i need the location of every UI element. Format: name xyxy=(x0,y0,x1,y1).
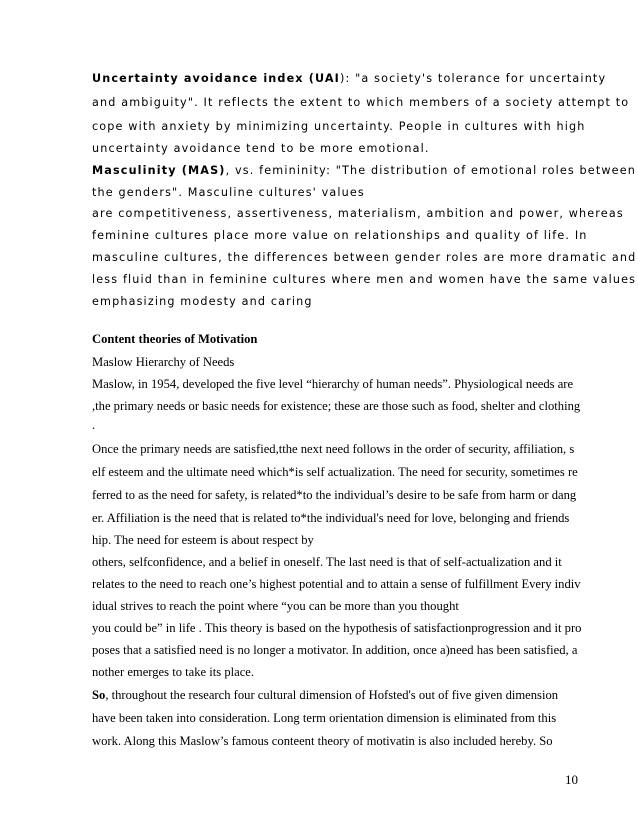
page-number: 10 xyxy=(565,772,578,787)
body-line: relates to the need to reach one’s highest potential and to attain a sense of fulfillment Every indiv xyxy=(92,577,581,591)
mas-line-5: masculine cultures, the differences between gender roles are more dramatic and xyxy=(92,251,637,264)
body-line-so: So, throughout the research four cultural dimension of Hofsted's out of five given dimension xyxy=(92,688,559,702)
body-line: nother emerges to take its place. xyxy=(92,665,255,679)
mas-line-1: Masculinity (MAS), vs. femininity: "The distribution of emotional roles between xyxy=(92,164,636,177)
body-line: elf esteem and the ultimate need which*is self actualization. The need for security, sometimes re xyxy=(92,465,578,479)
mas-term: Masculinity (MAS) xyxy=(92,164,226,177)
section-subheading: Maslow Hierarchy of Needs xyxy=(92,355,235,369)
body-line: . xyxy=(92,418,96,432)
body-line: ferred to as the need for safety, is related*to the individual’s desire to be safe from harm or dang xyxy=(92,488,577,502)
body-line: ,the primary needs or basic needs for existence; these are those such as food, shelter and clothing xyxy=(92,399,581,413)
uai-line-3: cope with anxiety by minimizing uncertainty. People in cultures with high xyxy=(92,120,586,133)
mas-line-2: the genders". Masculine cultures' values xyxy=(92,186,365,199)
mas-line-4: feminine cultures place more value on relationships and quality of life. In xyxy=(92,229,588,242)
uai-term: Uncertainty avoidance index (UAI xyxy=(92,72,340,85)
uai-line-4: uncertainty avoidance tend to be more emotional. xyxy=(92,142,430,155)
body-line: Maslow, in 1954, developed the five level “hierarchy of human needs”. Physiological needs are xyxy=(92,377,574,391)
body-line: have been taken into consideration. Long term orientation dimension is eliminated from this xyxy=(92,711,557,725)
body-line: Once the primary needs are satisfied,tthe next need follows in the order of security, affiliation, s xyxy=(92,442,575,456)
body-line: er. Affiliation is the need that is related to*the individual's need for love, belonging and friends xyxy=(92,511,570,525)
body-line: hip. The need for esteem is about respect by xyxy=(92,533,314,547)
body-line: poses that a satisfied need is no longer a motivator. In addition, once a)need has been satisfied, a xyxy=(92,643,578,657)
mas-line-7: emphasizing modesty and caring xyxy=(92,295,313,308)
body-line: others, selfconfidence, and a belief in oneself. The last need is that of self-actualization and it xyxy=(92,555,562,569)
uai-line-1: Uncertainty avoidance index (UAI): "a society's tolerance for uncertainty xyxy=(92,72,607,85)
body-line: idual strives to reach the point where “you can be more than you thought xyxy=(92,599,459,613)
body-line: work. Along this Maslow’s famous conteent theory of motivatin is also included hereby. So xyxy=(92,734,553,748)
mas-line-3: are competitiveness, assertiveness, materialism, ambition and power, whereas xyxy=(92,207,624,220)
uai-line-2: and ambiguity". It reflects the extent to which members of a society attempt to xyxy=(92,96,630,109)
mas-line-6: less fluid than in feminine cultures where men and women have the same values xyxy=(92,273,637,286)
section-heading: Content theories of Motivation xyxy=(92,332,258,346)
body-line: you could be” in life . This theory is based on the hypothesis of satisfactionprogression and it pro xyxy=(92,621,582,635)
